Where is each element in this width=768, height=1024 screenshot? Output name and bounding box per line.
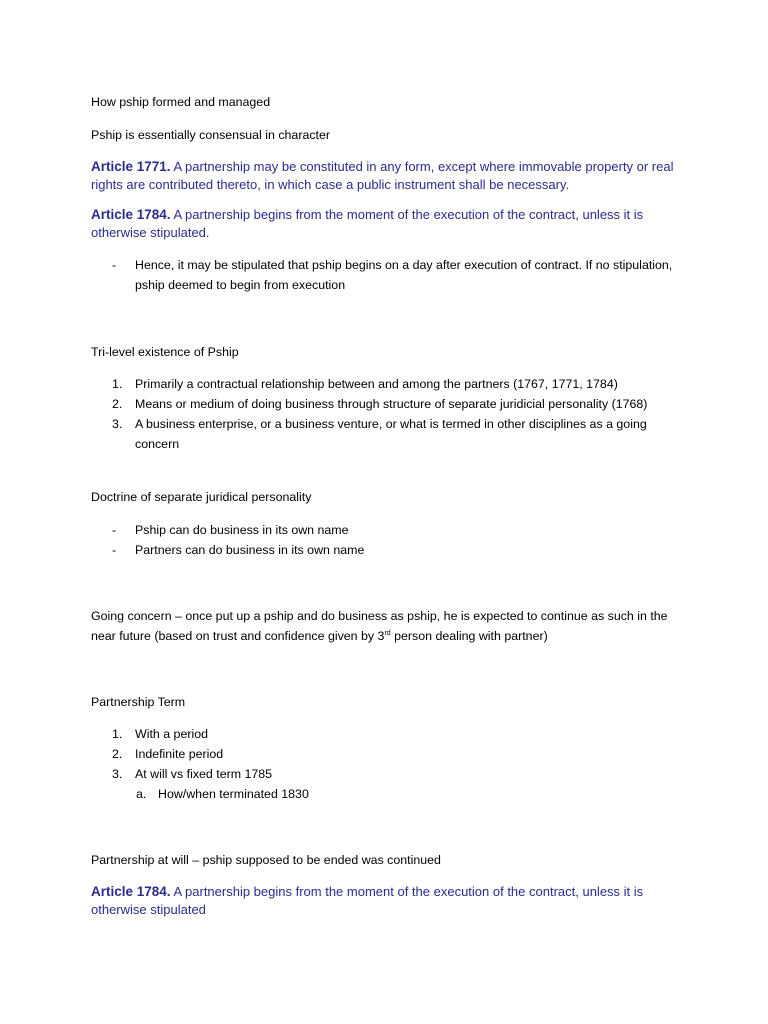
bullet-list-hence: [91, 255, 691, 295]
article-1771-label: Article 1771.: [91, 159, 171, 174]
list-item-text: With a period: [135, 727, 209, 741]
partnership-term-list: [91, 724, 691, 804]
article-1784-text: A partnership begins from the moment of the execution of the contract, unless it is otherwise stipulated.: [91, 207, 644, 240]
list-item: [91, 724, 691, 744]
list-item-text: Hence, it may be stipulated that pship begins on a day after execution of contract. If no stipulation, pship deemed to begin from execution: [135, 258, 673, 292]
going-concern-paragraph: [91, 606, 691, 646]
list-item-text: How/when terminated 1830: [158, 787, 309, 801]
article-1784-label: Article 1784.: [91, 884, 171, 899]
article-1784-label: Article 1784.: [91, 207, 171, 222]
list-number: 2.: [112, 747, 123, 761]
list-item: [91, 414, 691, 454]
bullet-dash: -: [112, 523, 117, 537]
list-item: [91, 540, 691, 560]
list-item: [91, 255, 691, 295]
list-item: [91, 374, 691, 394]
list-item: [91, 394, 691, 414]
article-1771-text: A partnership may be constituted in any form, except where immovable property or real rights are contributed thereto, in which case a public instrument shall be necessary.: [91, 159, 674, 192]
heading-doctrine: Doctrine of separate juridical personality: [91, 490, 312, 504]
article-1784-repeat-paragraph: [91, 883, 691, 919]
list-item-text: Means or medium of doing business through structure of separate juridicial personality (1768): [135, 397, 648, 411]
list-number: 1.: [112, 377, 123, 391]
tri-level-list: [91, 374, 691, 454]
going-concern-text: Going concern – once put up a pship and do business as pship, he is expected to continue as such in the near future (based on trust and confidence given by 3: [91, 609, 668, 643]
article-1784-text: A partnership begins from the moment of the execution of the contract, unless it is otherwise stipulated: [91, 884, 644, 917]
bullet-dash: -: [112, 258, 117, 272]
list-number: 3.: [112, 417, 123, 431]
going-concern-text-end: person dealing with partner): [390, 629, 548, 643]
list-item-text: A business enterprise, or a business venture, or what is termed in other disciplines as a going concern: [135, 417, 647, 451]
list-item-text: Pship can do business in its own name: [135, 523, 349, 537]
heading-partnership-at-will: Partnership at will – pship supposed to be ended was continued: [91, 853, 441, 867]
article-1771-paragraph: [91, 158, 691, 194]
list-item-text: Partners can do business in its own name: [135, 543, 365, 557]
list-subitem: [91, 784, 691, 804]
article-1784-paragraph: [91, 206, 691, 242]
bullet-dash: -: [112, 543, 117, 557]
heading-tri-level: Tri-level existence of Pship: [91, 345, 239, 359]
list-item: [91, 764, 691, 784]
list-item-text: Primarily a contractual relationship between and among the partners (1767, 1771, 1784): [135, 377, 618, 391]
list-number: 3.: [112, 767, 123, 781]
list-letter: a.: [136, 787, 147, 801]
heading-how-pship-formed: How pship formed and managed: [91, 95, 271, 109]
list-item: [91, 744, 691, 764]
list-number: 1.: [112, 727, 123, 741]
ordinal-superscript: rd: [384, 630, 391, 637]
doctrine-list: [91, 520, 691, 560]
list-item-text: At will vs fixed term 1785: [135, 767, 273, 781]
heading-partnership-term: Partnership Term: [91, 695, 186, 709]
consensual-line: Pship is essentially consensual in character: [91, 128, 330, 142]
list-item-text: Indefinite period: [135, 747, 224, 761]
list-item: [91, 520, 691, 540]
list-number: 2.: [112, 397, 123, 411]
